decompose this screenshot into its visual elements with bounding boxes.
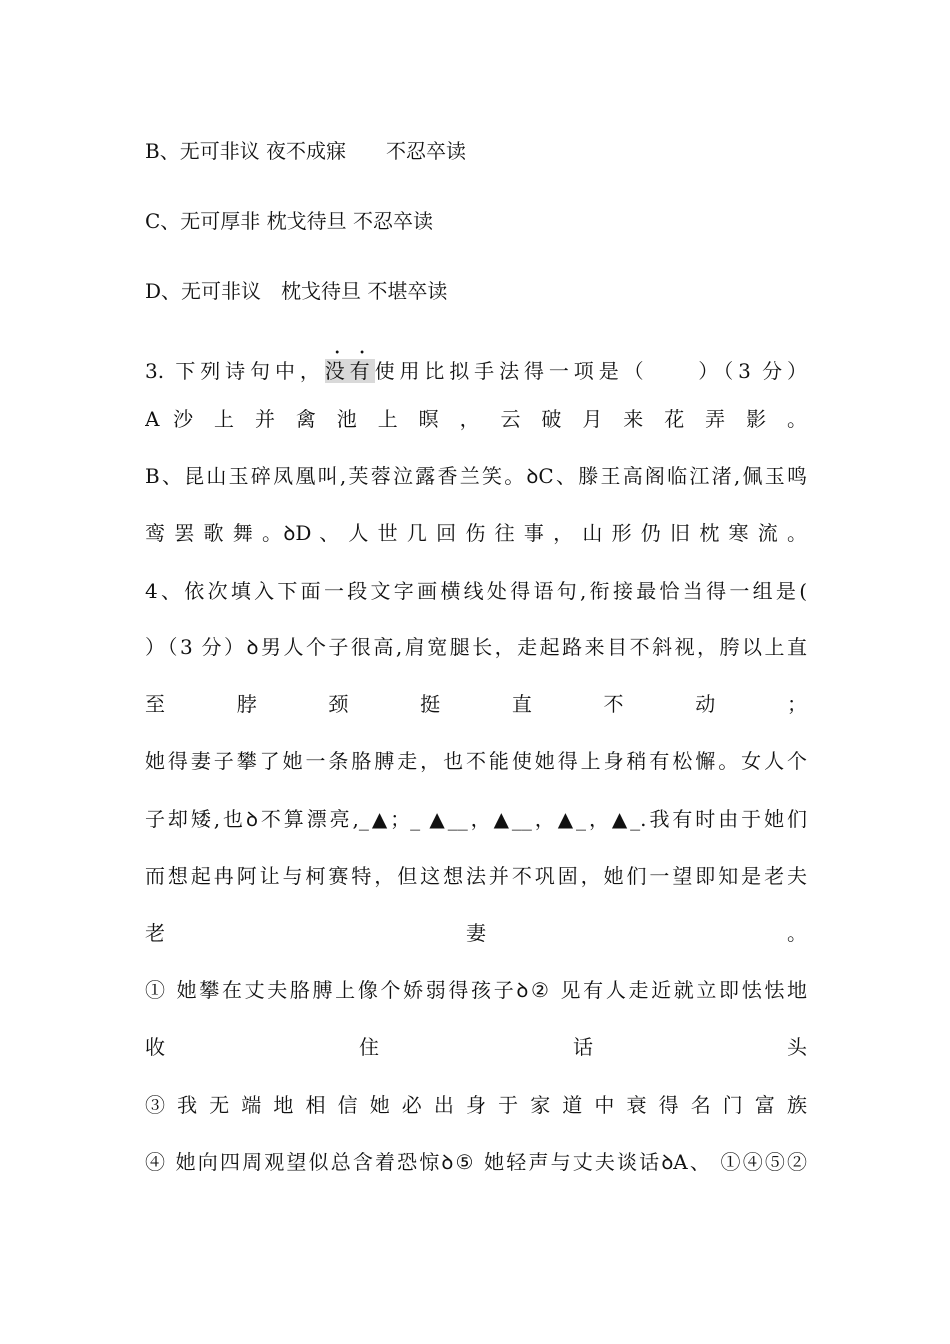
q2-option-d: D、无可非议 枕戈待旦 不堪卒读 (145, 279, 448, 303)
q4-choices-line-1: ① 她攀在丈夫胳膊上像个娇弱得孩子ꝺ② 见有人走近就立即怯怯地 (145, 978, 807, 1002)
q4-passage-line-6: 而想起冉阿让与柯赛特，但这想法并不巩固，她们一望即知是老夫 (145, 864, 807, 888)
q4-passage-line-4: 她得妻子攀了她一条胳膊走，也不能使她得上身稍有松懈。女人个 (145, 749, 807, 773)
q3-stem (145, 338, 807, 388)
q4-stem-line-1: 4、依次填入下面一段文字画横线处得语句,衔接最恰当得一组是( (145, 579, 807, 603)
q3-stem-suffix: 使用比拟手法得一项是（ ）（3 分） (374, 359, 807, 383)
q3-option-a: A 沙 上 并 禽 池 上 暝 ， 云 破 月 来 花 弄 影 。 (145, 407, 807, 431)
q2-option-c: C、无可厚非 枕戈待旦 不忍卒读 (145, 209, 434, 233)
q3-stem-emphasis: 没有 (324, 359, 375, 383)
q2-option-b: B、无可非议 夜不成寐 不忍卒读 (145, 139, 467, 163)
q4-stem-line-2: ）（3 分）ꝺ男人个子很高,肩宽腿长，走起路来目不斜视，胯以上直 (145, 635, 807, 659)
q4-passage-line-7: 老 妻 。 (145, 921, 807, 945)
q3-options-b-c: B、昆山玉碎凤凰叫,芙蓉泣露香兰笑。ꝺC、滕王高阁临江渚,佩玉鸣 (145, 464, 807, 488)
q3-stem-prefix: 3. 下列诗句中， (145, 359, 325, 383)
q4-passage-line-5: 子却矮,也ꝺ不算漂亮,_▲；_ ▲__，▲__，▲_，▲_.我有时由于她们 (145, 807, 807, 831)
q4-choices-line-2: 收 住 话 头 (145, 1035, 807, 1059)
q3-options-c-d: 鸾 罢 歌 舞 。ꝺD 、 人 世 几 回 伤 往 事 ， 山 形 仍 旧 枕 寒 流 。 (145, 521, 807, 545)
q4-choices-line-4: ④ 她向四周观望似总含着恐惊ꝺ⑤ 她轻声与丈夫谈话ꝺA、 ①④⑤② (145, 1150, 807, 1174)
q4-passage-line-3: 至 脖 颈 挺 直 不 动 ； (145, 692, 807, 716)
q4-choices-line-3: ③ 我 无 端 地 相 信 她 必 出 身 于 家 道 中 衰 得 名 门 富 族 (145, 1093, 807, 1117)
